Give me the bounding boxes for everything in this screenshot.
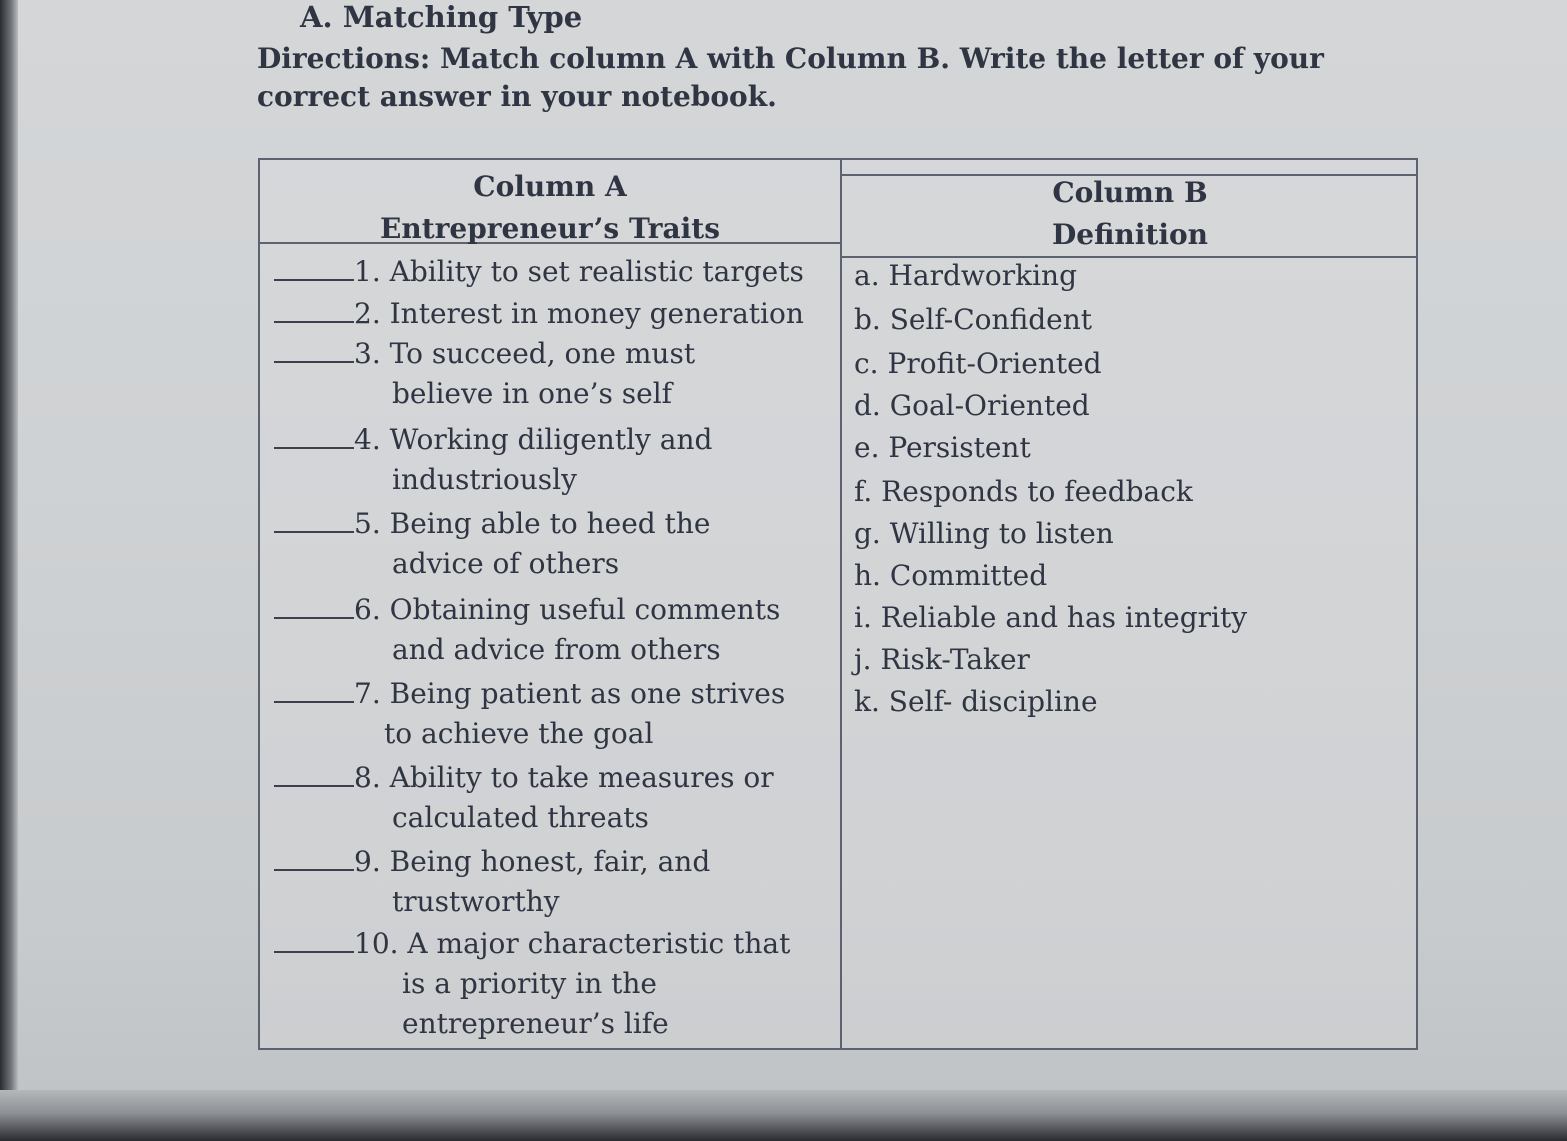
column-a-item-9 [274,842,710,922]
column-a-subheading: Entrepreneur’s Traits [380,212,720,245]
column-a-item-continuation: trustworthy [392,885,560,918]
answer-blank [274,679,354,703]
column-a-item-6 [274,590,780,670]
column-a-item-continuation: to achieve the goal [384,717,654,750]
column-a-item-continuation: calculated threats [392,801,649,834]
column-divider [840,160,842,1050]
column-b-item-g: g. Willing to listen [854,517,1114,550]
answer-blank [274,847,354,871]
answer-blank [274,425,354,449]
column-a-item-continuation: believe in one’s self [392,377,673,410]
answer-blank [274,929,354,953]
column-a-item-3 [274,334,695,414]
column-b-item-h: h. Committed [854,559,1048,592]
column-a-item-7 [274,674,785,754]
column-a-item-text: 8. Ability to take measures or [354,761,774,794]
answer-blank [274,299,354,323]
answer-blank [274,339,354,363]
column-b-header [842,172,1418,256]
column-a-item-1 [274,252,804,292]
column-a-item-text: 7. Being patient as one strives [354,677,786,710]
column-a-header [260,166,840,250]
directions-body: Match column A with Column B. Write the letter of your correct answer in your notebook. [257,42,1324,113]
column-a-item-text: 6. Obtaining useful comments [354,593,781,626]
directions-label: Directions: [257,42,431,75]
column-a-item-10 [274,924,790,1044]
column-a-item-4 [274,420,712,500]
column-a-item-continuation: industriously [392,463,577,496]
column-b-item-b: b. Self-Confident [854,303,1093,336]
column-a-item-text: 10. A major characteristic that [354,927,791,960]
column-a-item-text: 2. Interest in money generation [354,297,804,330]
column-a-item-text: 9. Being honest, fair, and [354,845,711,878]
directions-text [257,40,1417,116]
matching-table [258,158,1418,1050]
answer-blank [274,763,354,787]
column-a-item-continuation: advice of others [392,547,620,580]
answer-blank [274,595,354,619]
column-a-item-continuation: entrepreneur’s life [402,1007,669,1040]
column-a-item-text: 4. Working diligently and [354,423,713,456]
column-b-item-a: a. Hardworking [854,259,1078,292]
column-b-item-e: e. Persistent [854,431,1031,464]
column-b-item-j: j. Risk-Taker [854,643,1030,676]
column-a-item-2 [274,294,804,334]
column-b-item-d: d. Goal-Oriented [854,389,1090,422]
column-a-item-continuation: is a priority in the [402,967,657,1000]
column-a-heading: Column A [473,170,627,203]
monitor-bezel-bottom [0,1090,1567,1141]
column-b-heading: Column B [1052,176,1208,209]
answer-blank [274,257,354,281]
column-b-item-i: i. Reliable and has integrity [854,601,1248,634]
column-a-item-8 [274,758,774,838]
column-b-subheading: Definition [1051,218,1209,251]
column-b-item-c: c. Profit-Oriented [854,347,1102,380]
column-a-item-text: 5. Being able to heed the [354,507,711,540]
answer-blank [274,509,354,533]
column-b-item-k: k. Self- discipline [854,685,1098,718]
column-a-item-continuation: and advice from others [392,633,721,666]
section-title: A. Matching Type [300,0,583,34]
column-a-item-text: 1. Ability to set realistic targets [354,255,804,288]
column-b-item-f: f. Responds to feedback [854,475,1193,508]
column-a-item-5 [274,504,710,584]
column-a-item-text: 3. To succeed, one must [354,337,696,370]
